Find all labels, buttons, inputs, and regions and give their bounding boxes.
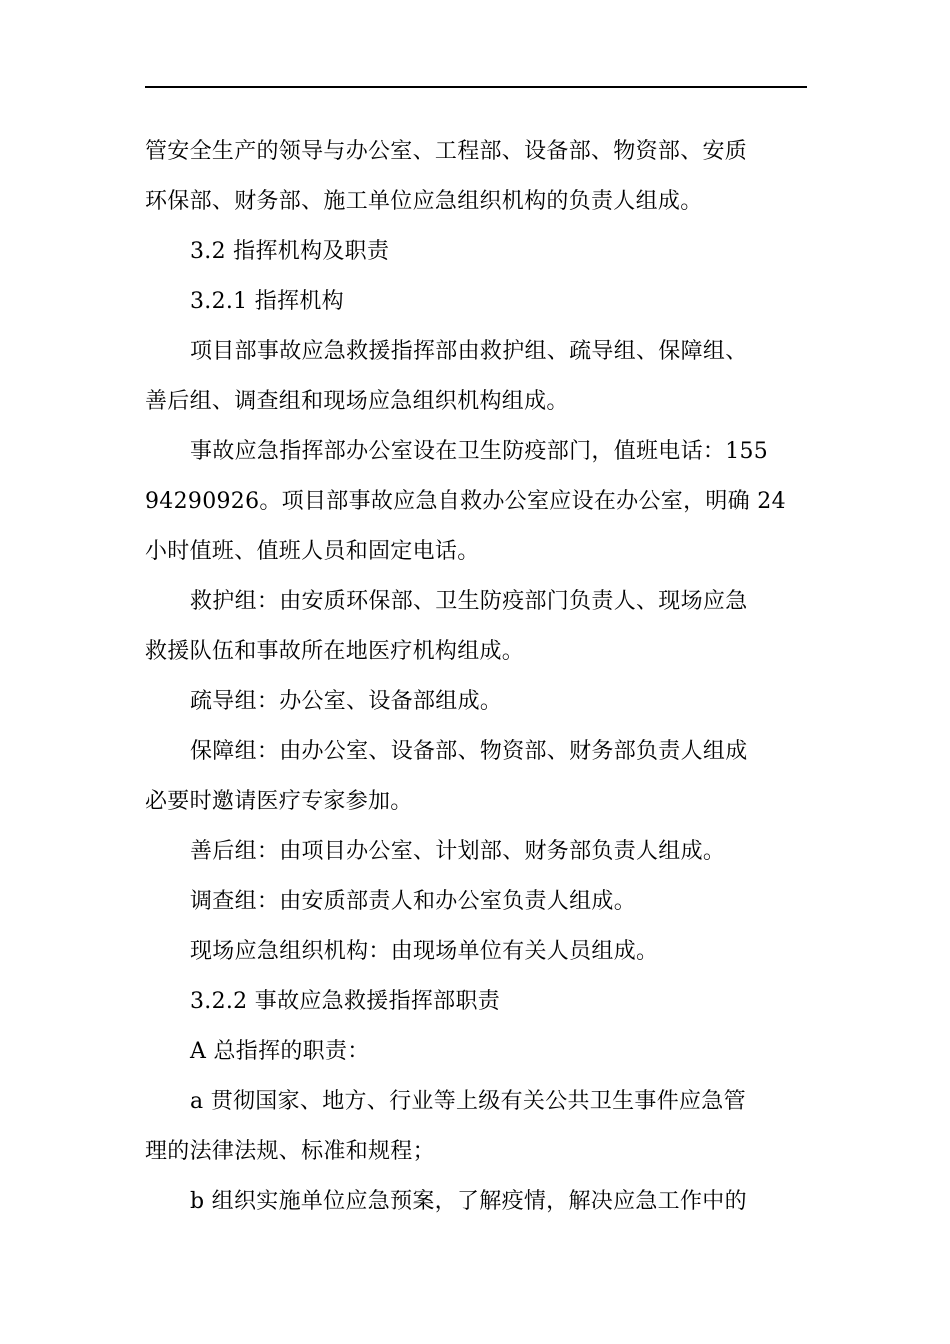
text-line: 现场应急组织机构：由现场单位有关人员组成。 [190, 939, 659, 964]
text-line: 环保部、财务部、施工单位应急组织机构的负责人组成。 [145, 189, 703, 214]
text-line: 94290926。项目部事故应急自救办公室应设在办公室，明确 24 [145, 489, 786, 514]
text-line: 疏导组：办公室、设备部组成。 [190, 689, 503, 714]
document-body [145, 127, 807, 1227]
header-rule [145, 86, 807, 88]
text-line: 事故应急指挥部办公室设在卫生防疫部门，值班电话：155 [190, 439, 769, 464]
text-line: 必要时邀请医疗专家参加。 [145, 789, 413, 814]
subsection-heading: 3.2.2 事故应急救援指挥部职责 [190, 989, 501, 1014]
text-line: 善后组：由项目办公室、计划部、财务部负责人组成。 [190, 839, 726, 864]
text-line: 管安全生产的领导与办公室、工程部、设备部、物资部、安质 [145, 139, 748, 164]
text-line: 保障组：由办公室、设备部、物资部、财务部负责人组成 [190, 739, 748, 764]
subsection-heading: 3.2.1 指挥机构 [190, 289, 344, 314]
text-line: 项目部事故应急救援指挥部由救护组、疏导组、保障组、 [190, 339, 748, 364]
text-line: 善后组、调查组和现场应急组织机构组成。 [145, 389, 569, 414]
text-line: 调查组：由安质部责人和办公室负责人组成。 [190, 889, 637, 914]
list-item: a 贯彻国家、地方、行业等上级有关公共卫生事件应急管 [190, 1089, 746, 1114]
text-line: 小时值班、值班人员和固定电话。 [145, 539, 480, 564]
text-line: 救护组：由安质环保部、卫生防疫部门负责人、现场应急 [190, 589, 748, 614]
list-heading: A 总指挥的职责： [190, 1039, 370, 1064]
list-item: b 组织实施单位应急预案，了解疫情，解决应急工作中的 [190, 1189, 747, 1214]
text-line: 理的法律法规、标准和规程； [145, 1139, 435, 1164]
section-heading: 3.2 指挥机构及职责 [190, 239, 390, 264]
text-line: 救援队伍和事故所在地医疗机构组成。 [145, 639, 525, 664]
